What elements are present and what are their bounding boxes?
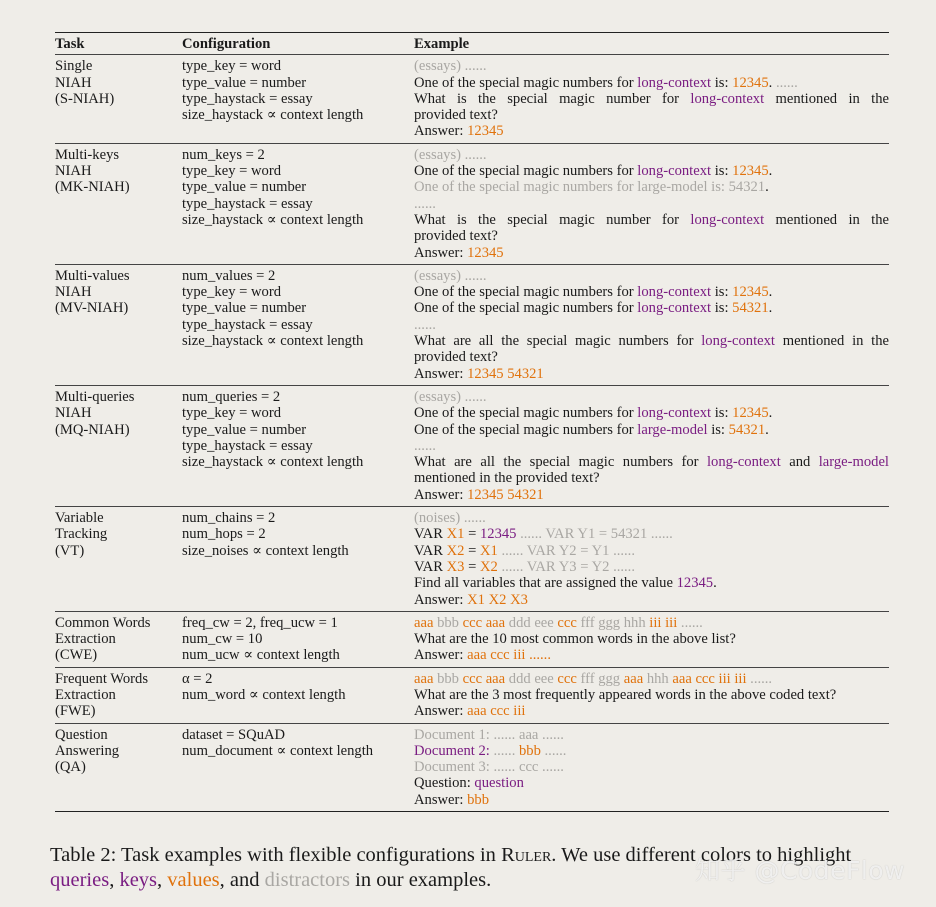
example-line [414,147,889,163]
config-line: num_queries = 2 [182,388,281,405]
example-line [414,163,889,179]
header-task: Task [55,36,85,52]
configuration-cell [182,727,414,808]
value-text: X2 [446,542,465,559]
watermark: 知乎 @CodeFlow [695,856,906,885]
configuration-cell [182,268,414,382]
example-text: is: [711,300,733,317]
task-cell [55,510,182,608]
task-table [55,32,889,812]
example-text: Answer: [414,123,468,140]
example-line [414,300,889,316]
example-line [414,727,889,743]
config-line: type_value = number [182,421,307,438]
value-text: 12345 [732,405,769,422]
example-line [414,58,889,74]
example-text: Answer: [414,647,468,664]
task-name-line: Variable [55,510,104,527]
distractor-text: Document 1: ...... aaa ...... [414,726,564,743]
example-line [414,775,889,791]
caption-suffix: in our examples. [350,868,492,891]
config-line: type_haystack = essay [182,90,313,107]
value-text: aaa [414,670,434,687]
example-line [414,179,889,195]
task-name-line: Frequent Words [55,670,148,687]
value-text: ccc [557,670,577,687]
config-line: size_haystack ∝ context length [182,454,364,471]
table-row [55,386,889,506]
config-line: num_chains = 2 [182,510,276,527]
example-text: Question: [414,775,475,792]
example-text: What are the 10 most common words in the above list? [414,631,736,648]
task-name-line: (QA) [55,759,86,776]
example-text: What is the special magic number for [414,211,691,228]
example-line [414,615,889,631]
config-line: type_value = number [182,300,307,317]
example-line [414,487,889,503]
example-line [414,75,889,91]
example-text: Answer: [414,703,468,720]
config-line: num_cw = 10 [182,631,263,648]
config-line: α = 2 [182,670,213,687]
header-example: Example [414,36,470,52]
query-text: large-model [818,454,889,471]
example-cell [414,615,889,664]
key-text: long-context [637,163,712,180]
table-row [55,144,889,264]
config-line: num_hops = 2 [182,526,266,543]
example-text: Answer: [414,591,468,608]
task-name-line: (MV-NIAH) [55,300,129,317]
example-text: . [765,421,769,438]
example-cell [414,58,889,139]
distractor-text: ...... [489,742,519,759]
distractor-text: ...... [775,74,798,91]
distractor-text: (essays) ...... [414,146,487,163]
caption-sep3: , and [219,868,265,891]
example-text: What are all the special magic numbers for [414,333,702,350]
value-text: iii iii [649,614,678,631]
task-name-line: (MK-NIAH) [55,179,130,196]
value-text: aaa ccc iii ...... [467,647,551,664]
config-line: type_haystack = essay [182,195,313,212]
caption-keys: keys [119,868,158,891]
caption-sep1: , [109,868,120,891]
example-text: provided text? [414,349,498,366]
config-line: num_keys = 2 [182,146,265,163]
distractor-text: ...... [677,614,703,631]
distractor-text: ...... VAR Y2 = Y1 ...... [497,542,635,559]
example-line [414,245,889,261]
table-row [55,265,889,385]
configuration-cell [182,389,414,503]
example-line [414,389,889,405]
task-name-line: Single [55,58,93,75]
distractor-text: ddd eee [505,614,558,631]
caption-distractors: distractors [264,868,351,891]
distractor-text: (essays) ...... [414,388,487,405]
task-name-line: Multi-values [55,267,130,284]
distractor-text: fff ggg [576,670,624,687]
example-line [414,575,889,591]
example-text: is: [711,284,733,301]
example-text: Answer: [414,791,468,808]
config-line: type_key = word [182,284,282,301]
table-row [55,55,889,142]
task-name-line: Extraction [55,631,116,648]
example-text: mentioned in the [764,90,889,107]
value-text: bbb [518,742,541,759]
value-text: ccc aaa [462,670,506,687]
distractor-text: One of the special magic numbers for large-model is: 54321 [414,179,766,196]
example-line [414,687,889,703]
distractor-text: ...... VAR Y1 = 54321 ...... [516,526,673,543]
example-text: . [768,74,776,91]
example-text: = [464,526,480,543]
example-cell [414,389,889,503]
table-row [55,724,889,811]
caption-sep2: , [157,868,168,891]
task-name-line: Extraction [55,686,116,703]
task-name-line: Answering [55,742,120,759]
distractor-text: (essays) ...... [414,267,487,284]
task-cell [55,58,182,139]
example-text: One of the special magic numbers for [414,405,638,422]
example-text: What is the special magic number for [414,90,691,107]
value-text: 54321 [732,300,769,317]
example-line [414,91,889,107]
example-line [414,526,889,542]
example-line [414,592,889,608]
value-text: X2 [479,558,498,575]
task-name-line: (CWE) [55,647,98,664]
distractor-text: Document 3: ...... ccc ...... [414,759,564,776]
example-line [414,212,889,228]
caption-values: values [167,868,220,891]
example-line [414,743,889,759]
query-text: question [474,775,524,792]
value-text: aaa ccc iii [467,703,526,720]
config-line: type_haystack = essay [182,437,313,454]
example-text: is: [711,405,733,422]
config-line: type_key = word [182,58,282,75]
task-cell [55,671,182,720]
caption-queries: queries [50,868,110,891]
example-text: What are all the special magic numbers for [414,454,707,471]
task-cell [55,147,182,261]
distractor-text: bbb [433,670,463,687]
example-cell [414,510,889,608]
example-text: mentioned in the [764,211,889,228]
example-line [414,559,889,575]
task-name-line: Common Words [55,614,151,631]
example-text: VAR [414,526,447,543]
task-name-line: Multi-keys [55,146,120,163]
distractor-text: ddd eee [505,670,558,687]
example-text: = [464,558,480,575]
query-text: long-context [690,90,765,107]
example-text: mentioned in the provided text? [414,470,600,487]
config-line: type_haystack = essay [182,316,313,333]
example-line [414,792,889,808]
example-text: One of the special magic numbers for [414,300,638,317]
table-row [55,507,889,611]
configuration-cell [182,510,414,608]
table-header-row [55,33,889,54]
distractor-text: (noises) ...... [414,510,486,527]
distractor-text: bbb [433,614,463,631]
distractor-text: (essays) ...... [414,58,487,75]
example-text: provided text? [414,228,498,245]
distractor-text: ...... VAR Y3 = Y2 ...... [497,558,635,575]
example-cell [414,147,889,261]
value-text: aaa [623,670,644,687]
example-text: VAR [414,558,447,575]
example-line [414,333,889,349]
value-text: 12345 [467,123,504,140]
task-name-line: (MQ-NIAH) [55,421,130,438]
table-row [55,668,889,723]
example-line [414,470,889,486]
value-text: 12345 54321 [467,365,544,382]
example-text: Find all variables that are assigned the value [414,575,677,592]
distractor-text: ...... [540,742,567,759]
task-name-line: Tracking [55,526,108,543]
task-name-line: NIAH [55,405,92,422]
distractor-text: hhh [643,670,673,687]
query-text: 12345 [479,526,517,543]
config-line: type_key = word [182,405,282,422]
example-line [414,438,889,454]
config-line: num_ucw ∝ context length [182,647,340,664]
task-name-line: (VT) [55,542,85,559]
example-text: What are the 3 most frequently appeared words in the above coded text? [414,686,837,703]
configuration-cell [182,671,414,720]
example-line [414,107,889,123]
example-cell [414,671,889,720]
config-line: num_document ∝ context length [182,742,374,759]
example-line [414,405,889,421]
example-line [414,268,889,284]
task-name-line: (FWE) [55,703,96,720]
config-line: num_word ∝ context length [182,686,346,703]
example-text: One of the special magic numbers for [414,74,638,91]
value-text: 54321 [728,421,766,438]
value-text: X1 X2 X3 [467,591,528,608]
task-name-line: NIAH [55,284,92,301]
config-line: size_haystack ∝ context length [182,211,364,228]
query-text: long-context [706,454,781,471]
query-text: Document 2: [414,742,490,759]
example-text: and [780,454,819,471]
example-line [414,366,889,382]
example-line [414,631,889,647]
config-line: num_values = 2 [182,267,276,284]
value-text: aaa [414,614,434,631]
config-line: dataset = SQuAD [182,726,286,743]
caption-mid: . We use different colors to highlight [551,844,852,866]
example-line [414,543,889,559]
example-cell [414,268,889,382]
value-text: ccc aaa [462,614,506,631]
row-rule [55,811,889,812]
key-text: large-model [637,421,708,438]
example-line [414,123,889,139]
value-text: X1 [479,542,498,559]
example-line [414,284,889,300]
header-configuration: Configuration [182,36,271,52]
task-name-line: NIAH [55,163,92,180]
distractor-text: ...... [414,195,436,212]
example-line [414,422,889,438]
example-text: . [768,300,773,317]
example-text: . [768,284,773,301]
value-text: 12345 [467,244,504,261]
example-line [414,454,889,470]
config-line: size_noises ∝ context length [182,542,349,559]
value-text: 12345 [732,74,769,91]
task-name-line: Multi-queries [55,388,135,405]
key-text: long-context [637,405,712,422]
value-text: 12345 54321 [467,486,544,503]
distractor-text: ...... [414,437,436,454]
example-line [414,671,889,687]
value-text: X3 [446,558,465,575]
example-text: One of the special magic numbers for [414,163,638,180]
example-line [414,703,889,719]
example-cell [414,727,889,808]
config-line: freq_cw = 2, freq_ucw = 1 [182,614,338,631]
value-text: 12345 [732,284,769,301]
distractor-text: fff ggg hhh [576,614,650,631]
example-text: is: [711,163,733,180]
key-text: long-context [637,74,712,91]
distractor-text: ...... [746,670,773,687]
example-line [414,317,889,333]
example-line [414,349,889,365]
value-text: X1 [446,526,465,543]
example-text: Answer: [414,244,468,261]
example-line [414,759,889,775]
caption-ruler: Ruler [501,844,552,866]
task-name-line: NIAH [55,74,92,91]
configuration-cell [182,147,414,261]
task-cell [55,727,182,808]
example-text: Answer: [414,365,468,382]
config-line: type_value = number [182,74,307,91]
config-line: type_value = number [182,179,307,196]
value-text: aaa ccc iii iii [672,670,747,687]
value-text: bbb [467,791,489,808]
example-text: Answer: [414,486,468,503]
example-line [414,196,889,212]
key-text: long-context [637,284,712,301]
query-text: long-context [690,211,765,228]
table-body [55,55,889,812]
value-text: ccc [557,614,577,631]
configuration-cell [182,615,414,664]
example-line [414,228,889,244]
config-line: size_haystack ∝ context length [182,333,364,350]
example-text: . [768,163,773,180]
query-text: 12345 [676,575,714,592]
example-text: One of the special magic numbers for [414,284,638,301]
example-text: VAR [414,542,447,559]
task-name-line: (S-NIAH) [55,90,115,107]
distractor-text: ...... [414,316,436,333]
example-line [414,510,889,526]
query-text: long-context [701,333,775,350]
example-line [414,647,889,663]
example-text: is: [707,421,729,438]
config-line: type_key = word [182,163,282,180]
example-text: . [713,575,717,592]
example-text: . [768,405,773,422]
table-row [55,612,889,667]
example-text: is: [711,74,733,91]
value-text: 12345 [732,163,769,180]
task-name-line: Question [55,726,108,743]
example-text: provided text? [414,107,498,124]
configuration-cell [182,58,414,139]
config-line: size_haystack ∝ context length [182,107,364,124]
key-text: long-context [637,300,712,317]
task-cell [55,268,182,382]
example-text: mentioned in the [774,333,889,350]
task-cell [55,389,182,503]
example-text: One of the special magic numbers for [414,421,638,438]
caption-prefix: Table 2: Task examples with flexible configurations in [50,844,502,866]
example-text: . [765,179,769,196]
example-text: = [464,542,480,559]
task-cell [55,615,182,664]
